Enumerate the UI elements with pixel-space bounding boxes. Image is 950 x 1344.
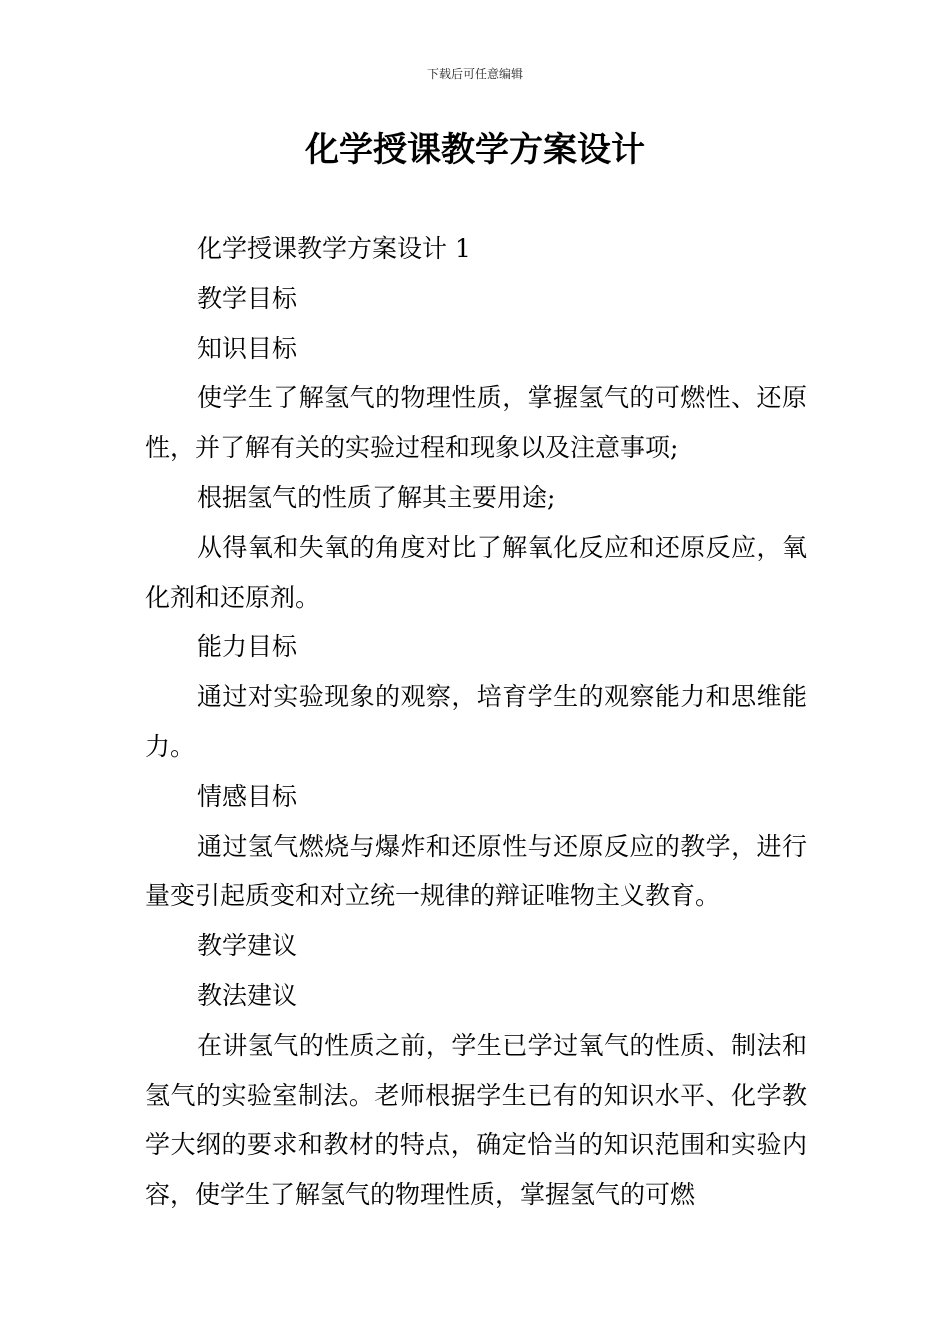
subheading-teaching-suggestions: 教学建议 xyxy=(197,931,298,961)
header-note: 下载后可任意编辑 xyxy=(426,67,523,81)
document-title: 化学授课教学方案设计 xyxy=(305,130,645,170)
subheading-knowledge-goals: 知识目标 xyxy=(197,333,298,363)
paragraph: 使学生了解氢气的物理性质，掌握氢气的可燃性、还原性，并了解有关的实验过程和现象以及注意事项; xyxy=(145,383,807,463)
subheading-ability-goals: 能力目标 xyxy=(197,632,298,662)
section-heading: 化学授课教学方案设计 1 xyxy=(197,234,471,263)
paragraph: 通过对实验现象的观察，培育学生的观察能力和思维能力。 xyxy=(145,682,807,761)
subheading-emotion-goals: 情感目标 xyxy=(197,781,298,811)
paragraph: 通过氢气燃烧与爆炸和还原性与还原反应的教学，进行量变引起质变和对立统一规律的辩证唯物主义教育。 xyxy=(145,831,807,911)
paragraph: 在讲氢气的性质之前，学生已学过氧气的性质、制法和氢气的实验室制法。老师根据学生已有的知识水平、化学教学大纲的要求和教材的特点，确定恰当的知识范围和实验内容，使学生了解氢气的物理性质，掌握氢气的可燃 xyxy=(145,1030,807,1210)
document-body xyxy=(145,224,807,1220)
subheading-method-suggestions: 教法建议 xyxy=(197,980,298,1010)
subheading-teaching-goals: 教学目标 xyxy=(197,283,298,313)
paragraph: 根据氢气的性质了解其主要用途; xyxy=(197,482,556,512)
paragraph: 从得氧和失氧的角度对比了解氧化反应和还原反应，氧化剂和还原剂。 xyxy=(145,532,807,612)
